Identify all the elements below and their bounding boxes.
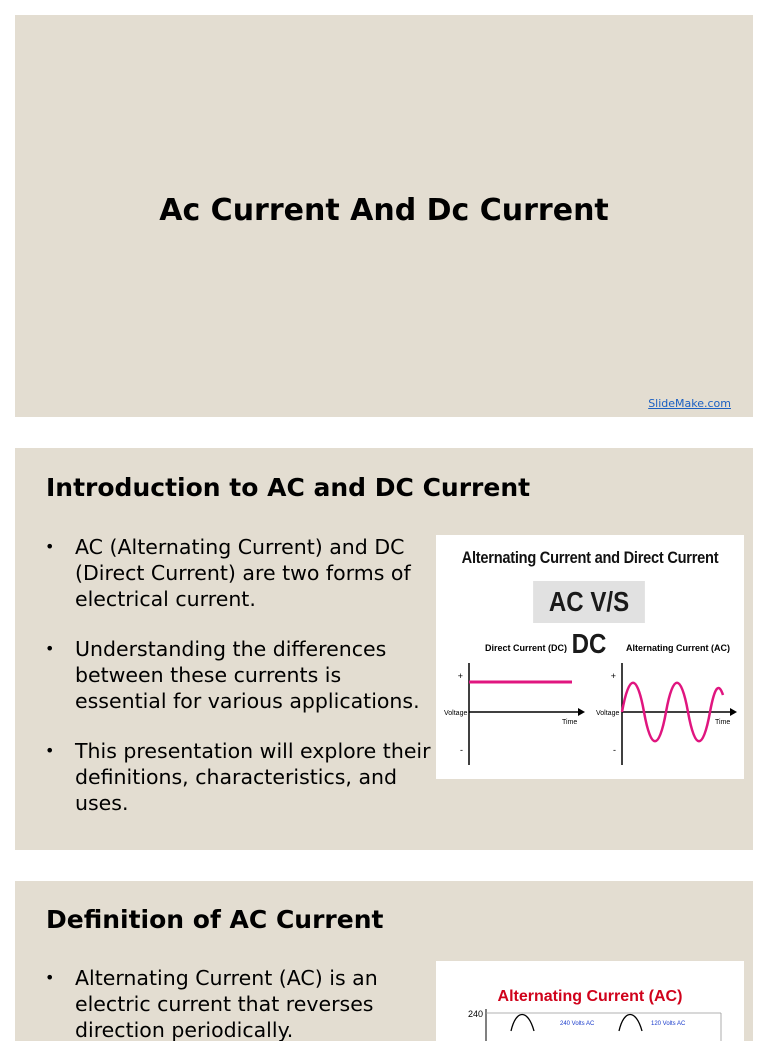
title-slide [15, 15, 753, 417]
wave-120v [619, 1015, 642, 1032]
bullet-icon: • [45, 639, 55, 658]
dc-time-label: Time [562, 719, 578, 726]
bullet-text: AC (Alternating Current) and DC (Direct Current) are two forms of electrical current. [75, 535, 411, 611]
bullet-item [45, 738, 435, 816]
label-240v: 240 Volts AC [560, 1021, 595, 1027]
bullet-text: Understanding the differences between these currents is essential for various applications. [75, 637, 420, 713]
figure-title: Alternating Current and Direct Current [461, 548, 719, 567]
bullet-list [45, 965, 435, 1041]
ac-voltage-graph [436, 961, 744, 1041]
slide-heading: Definition of AC Current [46, 905, 384, 934]
ac-x-arrow-icon [730, 708, 737, 716]
slide-heading: Introduction to AC and DC Current [46, 473, 531, 502]
waveform-graphs [436, 535, 744, 779]
ac-graph-label: Alternating Current (AC) [626, 643, 730, 653]
ac-vs-dc-badge: AC V/S DC [533, 581, 645, 623]
dc-minus-label: - [460, 745, 463, 755]
bullet-item [45, 534, 435, 612]
ac-time-label: Time [715, 719, 731, 726]
bullet-icon: • [45, 537, 55, 556]
bullet-list [45, 534, 435, 840]
wave-240v [511, 1015, 534, 1032]
dc-voltage-label: Voltage [444, 710, 468, 717]
ac-plus-label: + [610, 671, 616, 681]
bullet-item [45, 636, 435, 714]
ac-dc-figure [436, 535, 744, 779]
definition-slide [15, 881, 753, 1041]
dc-x-arrow-icon [578, 708, 585, 716]
dc-graph-label: Direct Current (DC) [484, 643, 568, 653]
dc-plus-label: + [457, 671, 463, 681]
ac-figure [436, 961, 744, 1041]
figure-title: Alternating Current (AC) [497, 988, 683, 1005]
presentation-title: Ac Current And Dc Current [159, 193, 609, 228]
y-tick-label: 240 [468, 1009, 484, 1019]
slidemake-link[interactable]: SlideMake.com [648, 397, 731, 410]
bullet-text: This presentation will explore their definitions, characteristics, and uses. [75, 739, 431, 815]
bullet-text: Alternating Current (AC) is an electric current that reverses direction periodically. [75, 966, 378, 1041]
ac-voltage-label: Voltage [596, 710, 620, 717]
bullet-icon: • [45, 968, 55, 987]
intro-slide [15, 448, 753, 850]
bullet-icon: • [45, 741, 55, 760]
bullet-item [45, 965, 435, 1041]
ac-minus-label: - [613, 745, 616, 755]
label-120v: 120 Volts AC [651, 1021, 686, 1027]
